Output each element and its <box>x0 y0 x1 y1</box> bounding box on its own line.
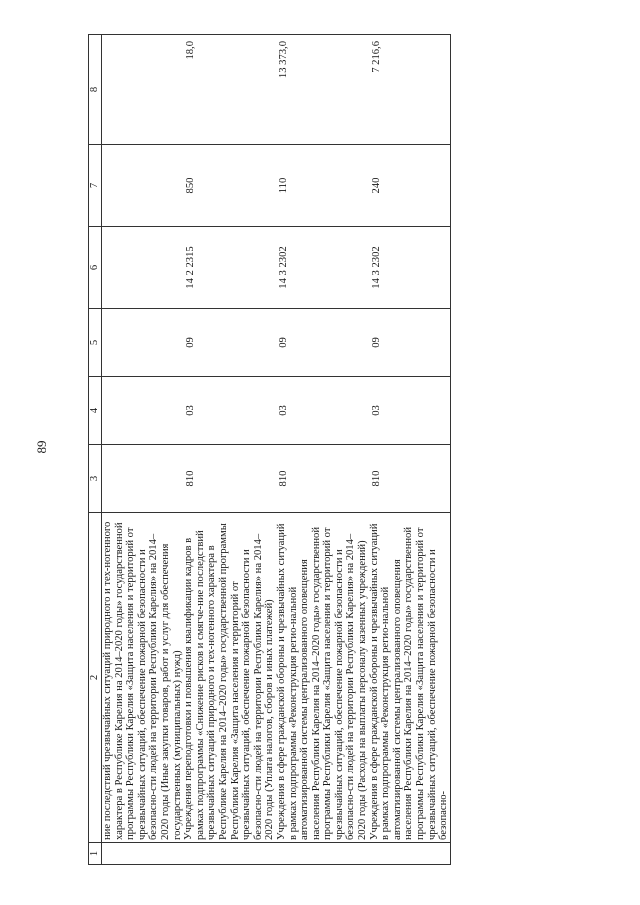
page-number: 89 <box>34 440 49 454</box>
row-section <box>102 377 184 445</box>
row-description: ние последствий чрезвычайных ситуаций природного и тех-ногенного характера в Республике Карелия на 2014–2020 годы» государственной программы Республики Карелия «Защита населения и территорий от чрезвычайных ситуаций, обеспечение пожарной безопасности и безопасно-сти людей на территории Республики Карелия» на 2014–2020 годы (Иные закупки товаров, работ и услуг для обеспечения государственных (муниципальных) нужд) <box>102 513 184 843</box>
budget-table <box>88 34 451 865</box>
column-header-2: 2 <box>89 513 102 843</box>
table-row <box>276 35 369 865</box>
column-header-4: 4 <box>89 377 102 445</box>
row-admin-code: 810 <box>369 445 451 513</box>
row-amount: 7 216,6 <box>369 35 451 145</box>
column-header-7: 7 <box>89 145 102 227</box>
row-subsection: 09 <box>369 309 451 377</box>
row-amount: 18,0 <box>183 35 276 145</box>
rotated-page-content <box>88 35 588 865</box>
row-admin-code: 810 <box>276 445 369 513</box>
column-header-6: 6 <box>89 227 102 309</box>
row-amount <box>102 35 184 145</box>
column-number-row <box>89 35 102 865</box>
row-expense-type: 240 <box>369 145 451 227</box>
row-admin-code: 810 <box>183 445 276 513</box>
row-amount: 13 373,0 <box>276 35 369 145</box>
row-expense-type: 850 <box>183 145 276 227</box>
table-row <box>369 35 451 865</box>
row-description: Учреждения в сфере гражданской обороны и чрезвычайных ситуаций в рамках подпрограммы «Реконструкция регио-нальной автоматизированной системы централизованного оповещения населения Республики Карелия на 2014–2020 годы» государственной программы Республики Карелия «Защита населения и территорий от чрезвычайных ситуаций, обеспечение пожарной безопасности и безопасно- <box>369 513 451 843</box>
row-subsection: 09 <box>276 309 369 377</box>
table-row <box>102 35 184 865</box>
row-expense-type: 110 <box>276 145 369 227</box>
row-target-article: 14 3 2302 <box>276 227 369 309</box>
row-subsection <box>102 309 184 377</box>
row-admin-code <box>102 445 184 513</box>
column-header-8: 8 <box>89 35 102 145</box>
table-row <box>183 35 276 865</box>
row-section: 03 <box>183 377 276 445</box>
row-number <box>276 843 369 865</box>
column-header-3: 3 <box>89 445 102 513</box>
row-subsection: 09 <box>183 309 276 377</box>
row-target-article: 14 2 2315 <box>183 227 276 309</box>
row-number <box>102 843 184 865</box>
row-number <box>183 843 276 865</box>
column-header-5: 5 <box>89 309 102 377</box>
row-expense-type <box>102 145 184 227</box>
row-description: Учреждения в сфере гражданской обороны и чрезвычайных ситуаций в рамках подпрограммы «Реконструкция регио-нальной автоматизированной системы централизованного оповещения населения Республики Карелия на 2014–2020 годы» государственной программы Республики Карелия «Защита населения и территорий от чрезвычайных ситуаций, обеспечение пожарной безопасности и безопасно-сти людей на территории Республики Карелия» на 2014–2020 годы (Расходы на выплаты персоналу казенных учреждений) <box>276 513 369 843</box>
row-target-article: 14 3 2302 <box>369 227 451 309</box>
row-description: Учреждения переподготовки и повышения квалификации кадров в рамках подпрограммы «Снижение рисков и смягче-ние последствий чрезвычайных ситуаций природного и тех-ногенного характера в Республике Карелия на 2014–2020 годы» государственной программы Республики Карелия «Защита населения и территорий от чрезвычайных ситуаций, обеспечение пожарной безопасности и безопасно-сти людей на территории Республики Карелия» на 2014–2020 годы (Уплата налогов, сборов и иных платежей) <box>183 513 276 843</box>
row-number <box>369 843 451 865</box>
row-section: 03 <box>369 377 451 445</box>
row-target-article <box>102 227 184 309</box>
row-section: 03 <box>276 377 369 445</box>
column-header-1: 1 <box>89 843 102 865</box>
